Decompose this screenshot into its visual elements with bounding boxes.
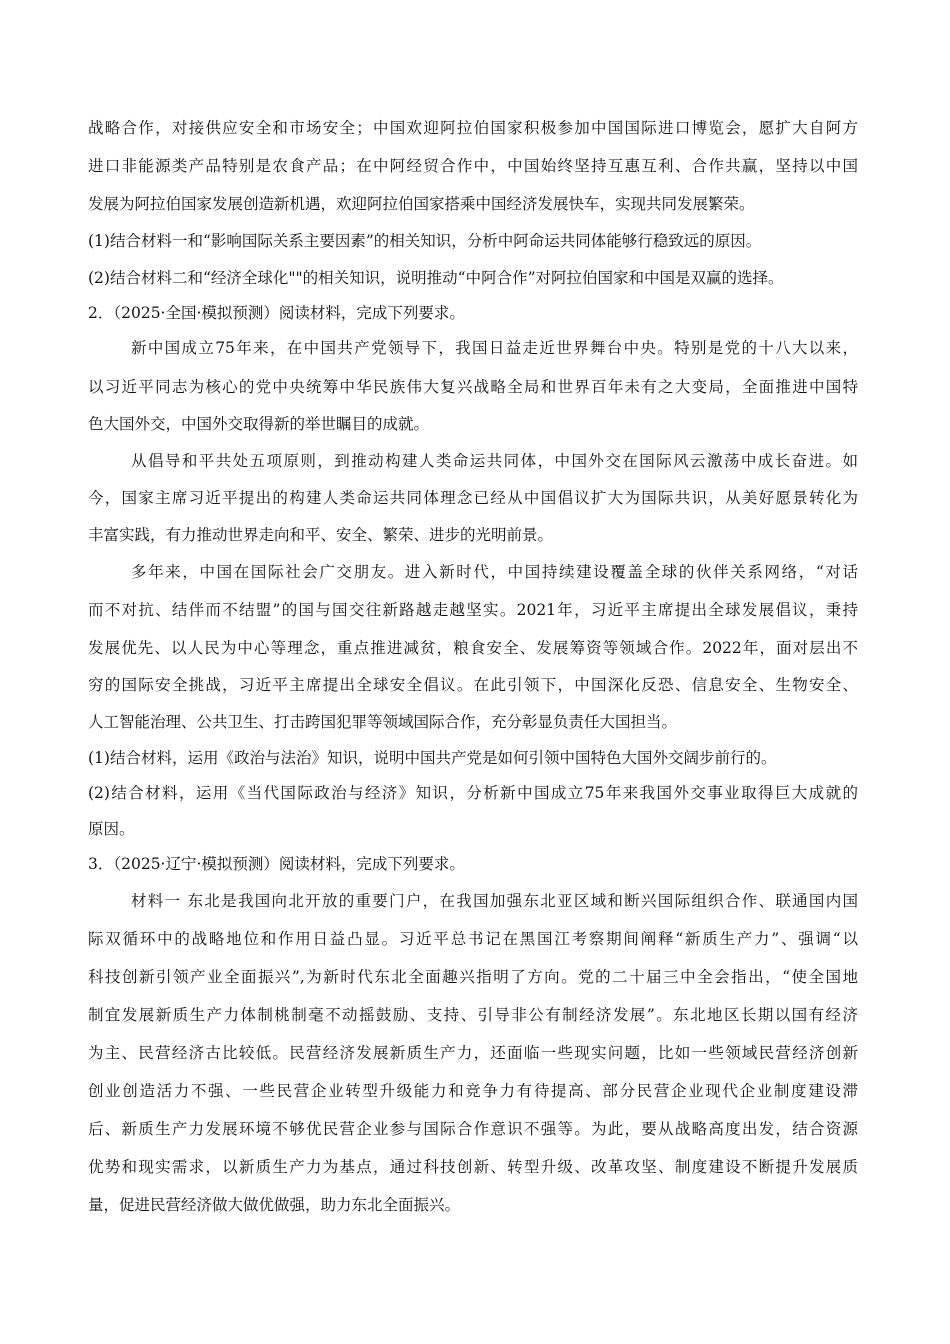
material-line: 战略合作，对接供应安全和市场安全；中国欢迎阿拉伯国家积极参加中国国际进口博览会，愿扩大自阿方	[88, 119, 858, 137]
paragraph-line: 丰富实践，有力推动世界走向和平、安全、繁荣、进步的光明前景。	[88, 526, 554, 544]
paragraph-line: 多年来，中国在国际社会广交朋友。进入新时代，中国持续建设覆盖全球的伙伴关系网络，“对话	[131, 563, 858, 581]
paragraph-line: 科技创新引领产业全面振兴”,为新时代东北全面趣兴指明了方向。党的二十届三中全会指出，“使全国地	[88, 968, 858, 986]
question-2-1: (1)结合材料，运用《政治与法治》知识，说明中国共产党是如何引领中国特色大国外交阔步前行的。	[88, 749, 777, 767]
paragraph-line: 而不对抗、结伴而不结盟”的国与国交往新路越走越坚实。2021年，习近平主席提出全球发展倡议，秉持	[88, 601, 858, 619]
paragraph-line: 制宜发展新质生产力体制桃制毫不动摇鼓励、支持、引导非公有制经济发展”。东北地区长期以国有经济	[88, 1006, 858, 1024]
question-2-2-cont: 原因。	[88, 820, 135, 838]
paragraph-line: 从倡导和平共处五项原则，到推动构建人类命运共同体，中国外交在国际风云激荡中成长奋进。如	[131, 452, 858, 470]
paragraph-line: 后、新质生产力发展环境不够优民营企业参与国际合作意识不强等。为此，要从战略高度出发，结合资源	[88, 1120, 858, 1138]
paragraph-line: 创业创造活力不强、一些民营企业转型升级能力和竞争力有待提高、部分民营企业现代企业制度建设滞	[88, 1082, 858, 1100]
paragraph-line: 量，促进民营经济做大做优做强，助力东北全面振兴。	[88, 1196, 461, 1214]
question-1-2: (2)结合材料二和“经济全球化""的相关知识，说明推动“中阿合作”对阿拉伯国家和中国是双赢的选择。	[88, 269, 784, 287]
paragraph-line: 优势和现实需求，以新质生产力为基点，通过科技创新、转型升级、改革攻坚、制度建设不断提升发展质	[88, 1158, 858, 1176]
paragraph-line: 穷的国际安全挑战，习近平主席提出全球安全倡议。在此引领下，中国深化反恐、信息安全、生物安全、	[88, 676, 858, 694]
paragraph-line: 色大国外交，中国外交取得新的举世瞩目的成就。	[88, 415, 430, 433]
material-line: 发展为阿拉伯国家发展创造新机遇，欢迎阿拉伯国家搭乘中国经济发展快车，实现共同发展繁荣。	[88, 195, 755, 213]
paragraph-line: 以习近平同志为核心的党中央统筹中华民族伟大复兴战略全局和世界百年未有之大变局，全面推进中国特	[88, 378, 858, 396]
paragraph-line: 发展优先、以人民为中心等理念，重点推进减贫，粮食安全、发展筹资等领域合作。2022年，面对层出不	[88, 639, 858, 657]
material-line: 进口非能源类产品特别是农食产品；在中阿经贸合作中，中国始终坚持互惠互利、合作共赢，坚持以中国	[88, 157, 858, 175]
question-2-2: (2)结合材料，运用《当代国际政治与经济》知识，分析新中国成立75年来我国外交事业取得巨大成就的	[88, 784, 858, 802]
question-3-heading: 3．（2025·辽宁·模拟预测）阅读材料，完成下列要求。	[88, 855, 465, 873]
paragraph-line: 际双循环中的战略地位和作用日益凸显。习近平总书记在黑国江考察期间阐释“新质生产力”、强调“以	[88, 930, 858, 948]
question-2-heading: 2．（2025·全国·模拟预测）阅读材料，完成下列要求。	[88, 304, 465, 322]
paragraph-line: 今，国家主席习近平提出的构建人类命运共同体理念已经从中国倡议扩大为国际共识，从美好愿景转化为	[88, 489, 858, 507]
question-1-1: (1)结合材料一和“影响国际关系主要因素”的相关知识，分析中阿命运共同体能够行稳致远的原因。	[88, 232, 762, 250]
paragraph-line: 人工智能治理、公共卫生、打击跨国犯罪等领域国际合作，充分彰显负责任大国担当。	[88, 713, 678, 731]
paragraph-line: 为主、民营经济古比较低。民营经济发展新质生产力，还面临一些现实问题，比如一些领域民营经济创新	[88, 1044, 858, 1062]
paragraph-line: 新中国成立75年来，在中国共产党领导下，我国日益走近世界舞台中央。特别是党的十八大以来，	[131, 339, 858, 357]
paragraph-line: 材料一 东北是我国向北开放的重要门户，在我国加强东北亚区域和断兴国际组织合作、联通国内国	[131, 892, 858, 910]
